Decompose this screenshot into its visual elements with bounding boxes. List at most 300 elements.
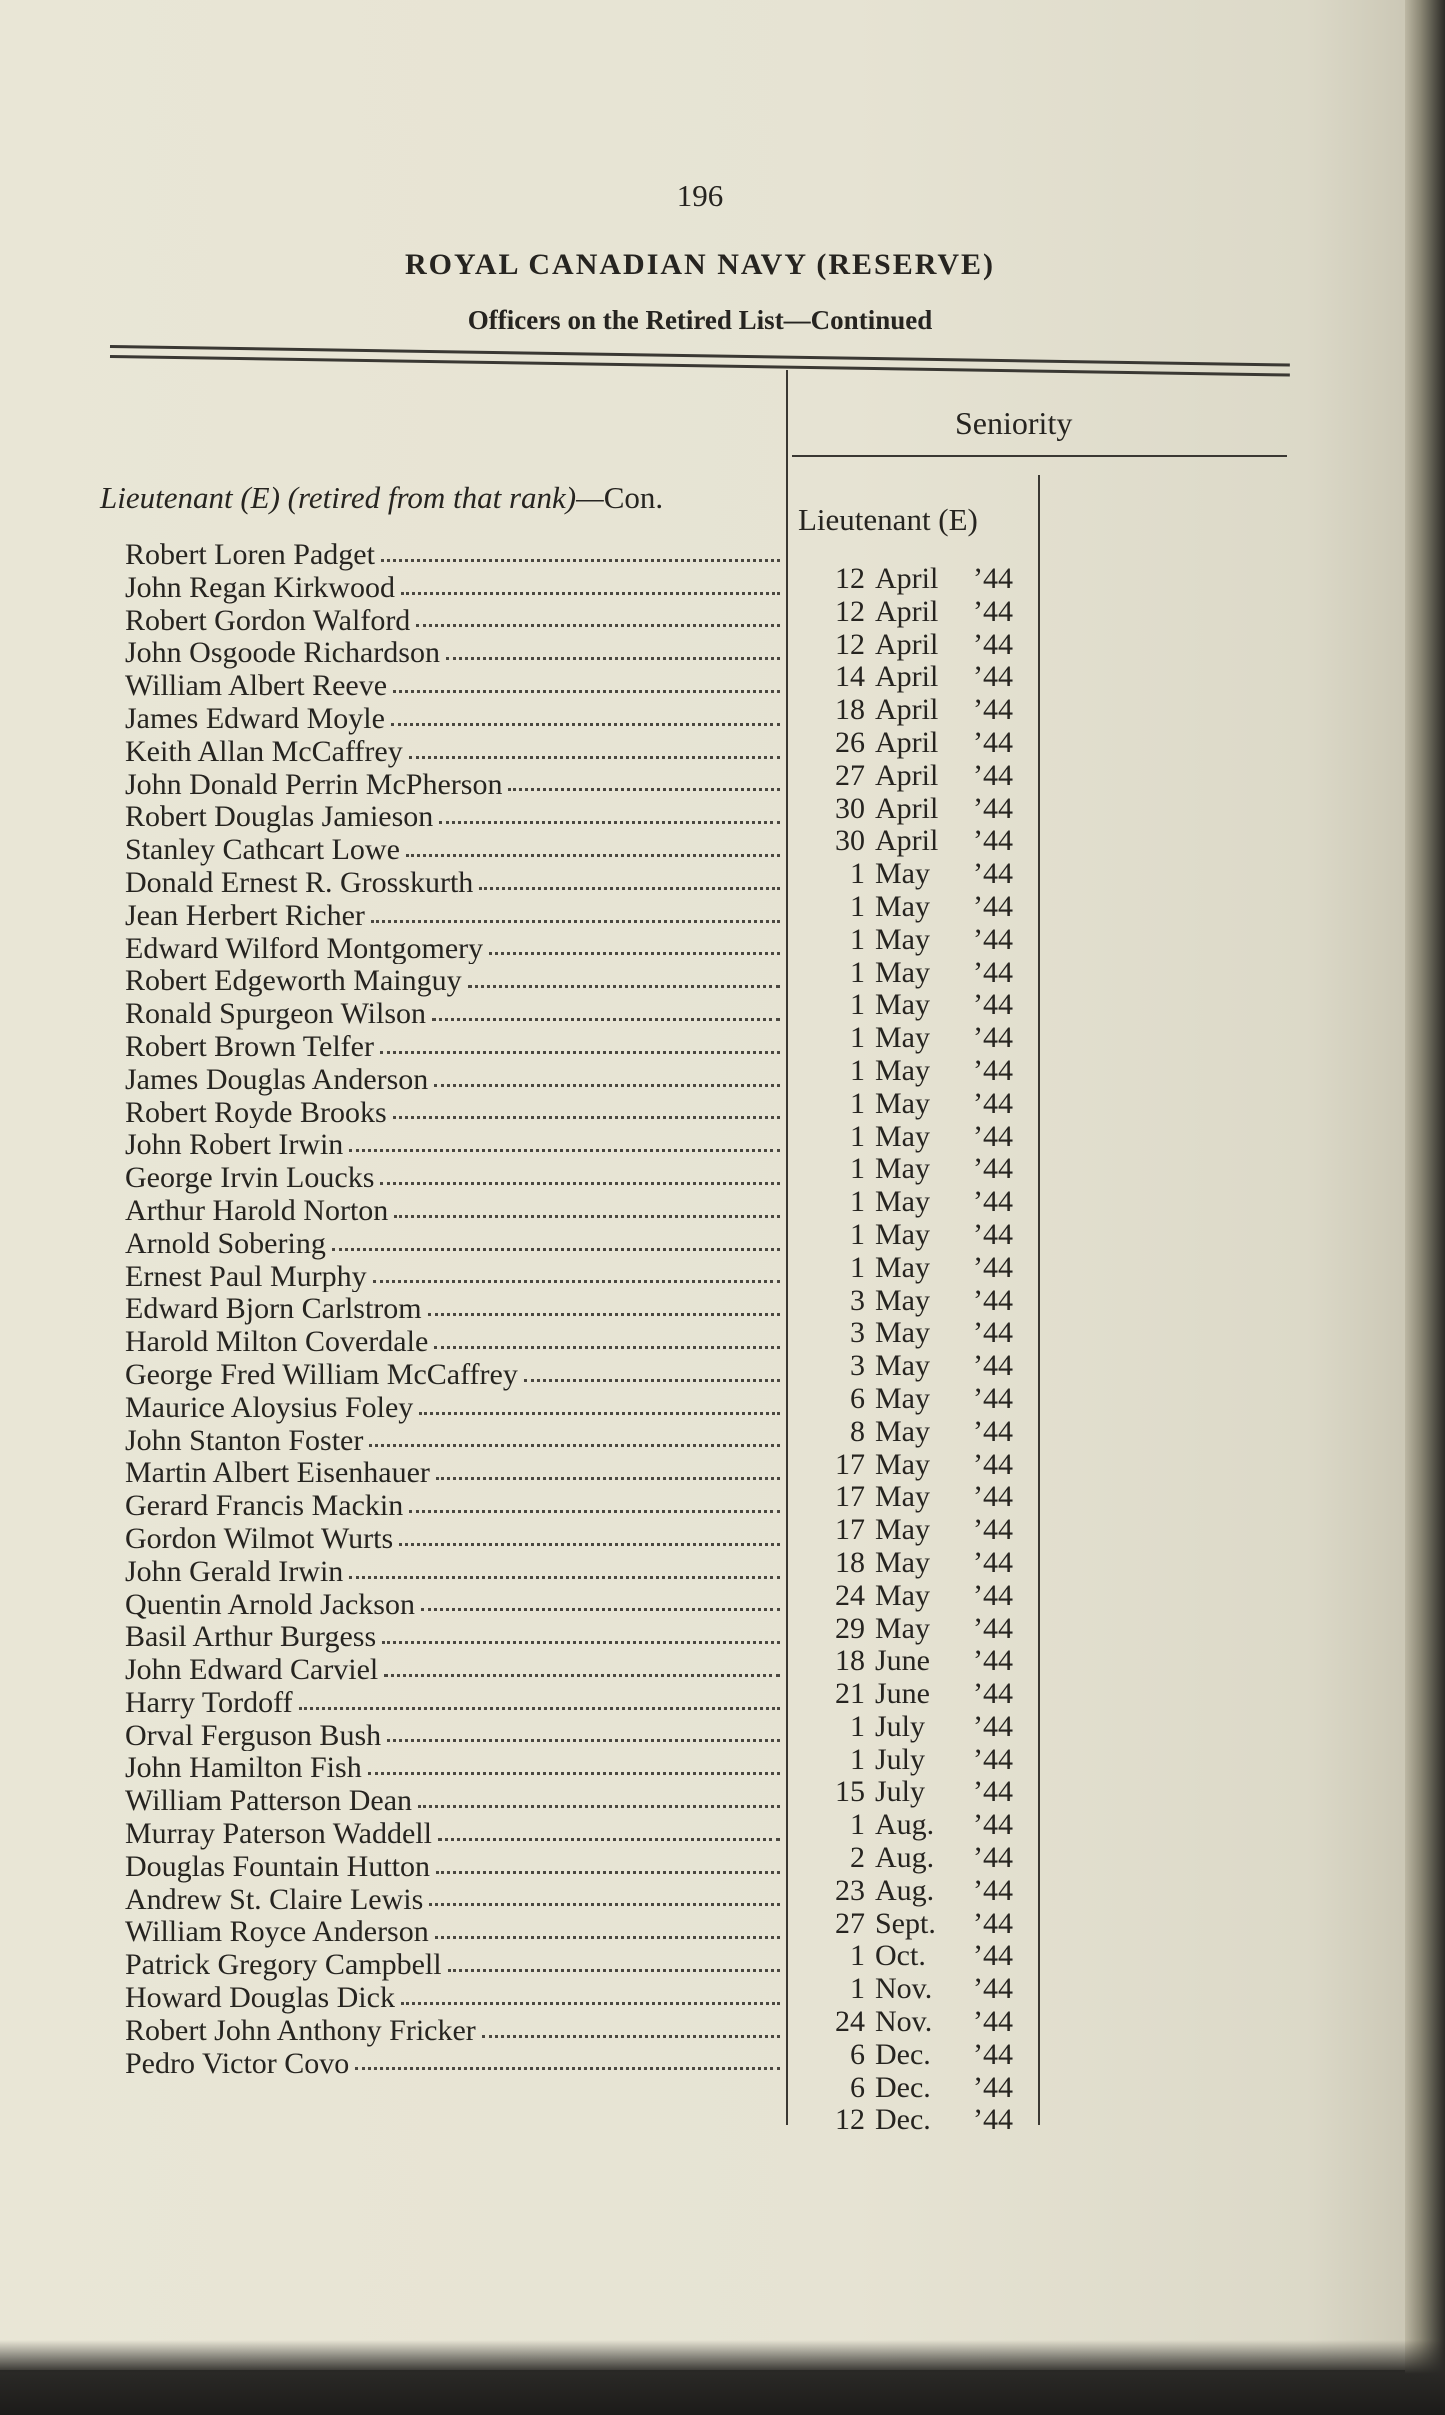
officer-row (125, 1620, 780, 1653)
seniority-year: ’44 (973, 1021, 1013, 1055)
seniority-date-row (805, 1907, 1035, 1940)
dot-leader (416, 624, 780, 627)
officer-row (125, 768, 780, 801)
seniority-day: 1 (850, 1742, 865, 1776)
seniority-date-row (805, 1480, 1035, 1513)
seniority-year: ’44 (973, 1414, 1013, 1448)
seniority-date-row (805, 1284, 1035, 1317)
officer-name: Donald Ernest R. Grosskurth (125, 865, 474, 899)
officer-name: Stanley Cathcart Lowe (125, 833, 400, 866)
dot-leader (429, 1903, 780, 1906)
officer-row (125, 1391, 780, 1424)
seniority-day: 1 (850, 988, 865, 1022)
seniority-month: May (875, 1152, 930, 1186)
seniority-year: ’44 (973, 1841, 1013, 1875)
seniority-date-row (805, 1120, 1035, 1153)
dot-leader (391, 723, 780, 726)
officer-row (125, 571, 780, 604)
seniority-month: Dec. (875, 2070, 931, 2104)
seniority-day: 1 (850, 1939, 865, 1973)
seniority-month: Nov. (875, 2005, 933, 2039)
seniority-year: ’44 (973, 1644, 1013, 1678)
dot-leader (489, 952, 780, 955)
officer-row (125, 1063, 780, 1096)
officer-name: Edward Bjorn Carlstrom (125, 1292, 422, 1326)
seniority-day: 24 (835, 1578, 865, 1612)
dot-leader (446, 657, 780, 660)
seniority-date-row (805, 956, 1035, 989)
document-subtitle: Officers on the Retired List—Continued (467, 305, 933, 335)
seniority-day: 17 (835, 1513, 865, 1547)
officer-name: Orval Ferguson Bush (125, 1718, 382, 1752)
section-heading-suffix: Con. (603, 480, 664, 515)
seniority-year: ’44 (973, 1677, 1013, 1711)
officer-row (125, 1850, 780, 1883)
seniority-year: ’44 (973, 1513, 1013, 1547)
seniority-year: ’44 (973, 2103, 1013, 2137)
officer-row (125, 1030, 780, 1063)
officer-row (125, 1292, 780, 1325)
seniority-date-list (805, 562, 1035, 2136)
seniority-day: 1 (850, 1972, 865, 2006)
seniority-year: ’44 (973, 758, 1013, 792)
seniority-year: ’44 (973, 1578, 1013, 1612)
seniority-year: ’44 (973, 1939, 1013, 1973)
seniority-day: 1 (850, 889, 865, 923)
seniority-year: ’44 (973, 824, 1013, 858)
dot-leader (436, 1477, 780, 1480)
seniority-date-row (805, 1513, 1035, 1546)
officer-name: Basil Arthur Burgess (125, 1620, 377, 1654)
seniority-date-row (805, 1644, 1035, 1677)
seniority-month: July (875, 1775, 926, 1809)
seniority-day: 2 (850, 1841, 865, 1875)
seniority-date-row (805, 1579, 1035, 1612)
seniority-month: April (875, 791, 939, 825)
seniority-date-row (805, 1710, 1035, 1743)
seniority-date-row (805, 1054, 1035, 1087)
dot-leader (332, 1248, 780, 1251)
seniority-year: ’44 (973, 955, 1013, 989)
seniority-date-row (805, 1218, 1035, 1251)
dot-leader (393, 1116, 780, 1119)
officer-name: John Osgoode Richardson (125, 636, 440, 670)
seniority-month: May (875, 1349, 930, 1383)
seniority-year: ’44 (973, 562, 1013, 595)
officer-row (125, 932, 780, 965)
seniority-day: 3 (850, 1283, 865, 1317)
officer-row (125, 2047, 780, 2080)
seniority-year: ’44 (973, 1381, 1013, 1415)
officer-row (125, 1358, 780, 1391)
seniority-month: May (875, 889, 930, 923)
seniority-day: 1 (850, 955, 865, 989)
officer-name: Edward Wilford Montgomery (125, 931, 484, 965)
officer-name: James Douglas Anderson (125, 1062, 429, 1096)
section-heading-text: Lieutenant (E) (retired from that rank)— (100, 480, 604, 515)
officer-name: Keith Allan McCaffrey (125, 734, 403, 768)
dot-leader (355, 2067, 780, 2070)
dot-leader (349, 1149, 780, 1152)
officer-row (125, 702, 780, 735)
officer-name: Ronald Spurgeon Wilson (125, 997, 427, 1030)
officer-name: John Hamilton Fish (125, 1751, 362, 1785)
seniority-month: May (875, 1545, 930, 1579)
seniority-date-row (805, 726, 1035, 759)
seniority-date-row (805, 1612, 1035, 1645)
seniority-day: 30 (835, 791, 865, 825)
seniority-day: 1 (850, 1709, 865, 1743)
dot-leader (439, 821, 780, 824)
seniority-month: May (875, 1513, 930, 1547)
seniority-year: ’44 (973, 889, 1013, 923)
seniority-day: 18 (835, 693, 865, 727)
officer-row (125, 1981, 780, 2014)
officer-name: John Robert Irwin (125, 1128, 344, 1162)
seniority-day: 17 (835, 1447, 865, 1481)
seniority-year: ’44 (973, 1873, 1013, 1907)
officer-name: John Regan Kirkwood (125, 570, 395, 604)
officer-row (125, 636, 780, 669)
officer-name: John Edward Carviel (125, 1653, 379, 1686)
seniority-day: 12 (835, 2103, 865, 2137)
seniority-day: 27 (835, 758, 865, 792)
officer-row (125, 1489, 780, 1522)
seniority-day: 6 (850, 2070, 865, 2104)
officer-name: William Albert Reeve (125, 669, 388, 702)
officer-name: Ernest Paul Murphy (125, 1259, 367, 1293)
page-bottom-shadow (0, 2340, 1445, 2415)
officer-row (125, 1686, 780, 1719)
seniority-date-row (805, 1087, 1035, 1120)
dot-leader (371, 920, 780, 923)
dot-leader (394, 1215, 780, 1218)
officer-name: John Donald Perrin McPherson (125, 767, 503, 801)
seniority-month: May (875, 1447, 930, 1481)
dot-leader (384, 1674, 780, 1677)
seniority-year: ’44 (973, 922, 1013, 956)
officer-name: Robert Brown Telfer (125, 1029, 374, 1063)
officer-name: Robert Loren Padget (125, 538, 375, 571)
officer-name: Arnold Sobering (125, 1226, 326, 1260)
officer-name: Robert Edgeworth Mainguy (125, 964, 462, 998)
seniority-month: June (875, 1677, 930, 1711)
dot-leader (482, 2035, 780, 2038)
seniority-year: ’44 (973, 791, 1013, 825)
dot-leader (387, 1739, 780, 1742)
officer-name: William Royce Anderson (125, 1915, 429, 1949)
officer-row (125, 1194, 780, 1227)
officer-name: Robert John Anthony Fricker (125, 2013, 476, 2047)
officer-name: Gerard Francis Mackin (125, 1489, 404, 1522)
officer-name: Harold Milton Coverdale (125, 1325, 429, 1358)
officer-row (125, 1128, 780, 1161)
officer-name: George Fred William McCaffrey (125, 1357, 518, 1391)
seniority-date-row (805, 1415, 1035, 1448)
seniority-date-row (805, 562, 1035, 595)
dot-leader (479, 887, 780, 890)
seniority-month: May (875, 922, 930, 956)
dot-leader (409, 756, 780, 759)
seniority-month: May (875, 1086, 930, 1120)
seniority-day: 1 (850, 1021, 865, 1055)
seniority-date-row (805, 1316, 1035, 1349)
officer-name: Robert Royde Brooks (125, 1095, 387, 1129)
seniority-date-row (805, 1251, 1035, 1284)
officer-row (125, 1719, 780, 1752)
seniority-year: ’44 (973, 1972, 1013, 2006)
dot-leader (299, 1707, 780, 1710)
seniority-month: May (875, 1381, 930, 1415)
seniority-year: ’44 (973, 857, 1013, 891)
officer-row (125, 1260, 780, 1293)
officer-row (125, 538, 780, 571)
dot-leader (381, 559, 780, 562)
dot-leader (401, 592, 780, 595)
seniority-date-row (805, 1021, 1035, 1054)
officer-row (125, 1948, 780, 1981)
column-divider (786, 370, 788, 2125)
seniority-date-row (805, 1185, 1035, 1218)
seniority-date-row (805, 2103, 1035, 2136)
seniority-month: April (875, 725, 939, 759)
seniority-month: May (875, 955, 930, 989)
officer-name: George Irvin Loucks (125, 1161, 375, 1194)
officer-name: Pedro Victor Covo (125, 2046, 350, 2080)
officer-row (125, 899, 780, 932)
seniority-month: Aug. (875, 1841, 935, 1875)
officer-row (125, 1555, 780, 1588)
seniority-year: ’44 (973, 1808, 1013, 1842)
officer-row (125, 1915, 780, 1948)
seniority-header-rule (792, 455, 1287, 457)
header-rule-bottom (110, 355, 1290, 377)
officer-row (125, 1161, 780, 1194)
officer-row (125, 1817, 780, 1850)
seniority-day: 18 (835, 1644, 865, 1678)
seniority-date-row (805, 628, 1035, 661)
seniority-year: ’44 (973, 1119, 1013, 1153)
seniority-date-row (805, 1775, 1035, 1808)
officer-row (125, 1653, 780, 1686)
seniority-day: 6 (850, 2037, 865, 2071)
dot-leader (399, 1543, 780, 1546)
seniority-date-row (805, 1677, 1035, 1710)
seniority-date-row (805, 890, 1035, 923)
seniority-month: May (875, 988, 930, 1022)
seniority-month: June (875, 1644, 930, 1678)
seniority-day: 12 (835, 627, 865, 661)
seniority-year: ’44 (973, 1086, 1013, 1120)
dot-leader (349, 1576, 780, 1579)
officer-name: Douglas Fountain Hutton (125, 1849, 430, 1883)
seniority-month: May (875, 1611, 930, 1645)
seniority-day: 1 (850, 1119, 865, 1153)
seniority-month: July (875, 1709, 926, 1743)
seniority-year: ’44 (973, 1316, 1013, 1350)
officer-row (125, 2014, 780, 2047)
seniority-year: ’44 (973, 2037, 1013, 2071)
seniority-date-row (805, 1972, 1035, 2005)
seniority-year: ’44 (973, 594, 1013, 628)
seniority-month: May (875, 857, 930, 891)
officer-name: Maurice Aloysius Foley (125, 1390, 414, 1424)
officer-row (125, 800, 780, 833)
seniority-date-row (805, 2071, 1035, 2104)
seniority-day: 30 (835, 824, 865, 858)
seniority-day: 17 (835, 1480, 865, 1514)
dot-leader (428, 1313, 780, 1316)
seniority-day: 29 (835, 1611, 865, 1645)
seniority-day: 1 (850, 1086, 865, 1120)
officer-row (125, 1883, 780, 1916)
officer-row (125, 1096, 780, 1129)
seniority-date-row (805, 2038, 1035, 2071)
seniority-year: ’44 (973, 1742, 1013, 1776)
seniority-month: Aug. (875, 1873, 935, 1907)
seniority-year: ’44 (973, 1545, 1013, 1579)
seniority-date-row (805, 792, 1035, 825)
page-number: 196 (676, 178, 724, 213)
seniority-month: May (875, 1053, 930, 1087)
officer-row (125, 833, 780, 866)
seniority-month: April (875, 594, 939, 628)
officer-name: Robert Gordon Walford (125, 603, 411, 637)
seniority-month: April (875, 562, 939, 595)
seniority-year: ’44 (973, 1611, 1013, 1645)
officer-row (125, 1424, 780, 1457)
dot-leader (508, 788, 780, 791)
dot-leader (438, 1838, 780, 1841)
seniority-date-row (805, 1874, 1035, 1907)
seniority-day: 1 (850, 1185, 865, 1219)
officer-row (125, 735, 780, 768)
dot-leader (418, 1805, 780, 1808)
seniority-date-row (805, 923, 1035, 956)
seniority-month: April (875, 758, 939, 792)
officer-row (125, 866, 780, 899)
seniority-month: May (875, 1021, 930, 1055)
seniority-day: 14 (835, 660, 865, 694)
seniority-year: ’44 (973, 1480, 1013, 1514)
officer-name: Andrew St. Claire Lewis (125, 1882, 424, 1916)
seniority-year: ’44 (973, 1906, 1013, 1940)
seniority-day: 26 (835, 725, 865, 759)
dot-leader (401, 2002, 780, 2005)
seniority-month: Dec. (875, 2037, 931, 2071)
officer-row (125, 1522, 780, 1555)
officer-name: Arthur Harold Norton (125, 1193, 389, 1227)
seniority-day: 8 (850, 1414, 865, 1448)
seniority-month: May (875, 1283, 930, 1317)
seniority-year: ’44 (973, 725, 1013, 759)
seniority-year: ’44 (973, 2070, 1013, 2104)
seniority-month: April (875, 660, 939, 694)
officer-row (125, 1227, 780, 1260)
seniority-year: ’44 (973, 627, 1013, 661)
seniority-date-row (805, 824, 1035, 857)
dot-leader (409, 1510, 780, 1513)
seniority-month: Aug. (875, 1808, 935, 1842)
dot-leader (468, 985, 780, 988)
seniority-year: ’44 (973, 693, 1013, 727)
officer-name: John Gerald Irwin (125, 1554, 344, 1588)
dot-leader (421, 1608, 780, 1611)
dot-leader (524, 1379, 780, 1382)
officer-name: Harry Tordoff (125, 1685, 293, 1719)
seniority-year: ’44 (973, 1053, 1013, 1087)
dot-leader (436, 1871, 780, 1874)
seniority-date-row (805, 660, 1035, 693)
seniority-month: April (875, 627, 939, 661)
officer-name: William Patterson Dean (125, 1784, 413, 1818)
seniority-day: 1 (850, 1808, 865, 1842)
officer-row (125, 1588, 780, 1621)
seniority-year: ’44 (973, 1217, 1013, 1251)
seniority-year: ’44 (973, 1250, 1013, 1284)
officer-name: Robert Douglas Jamieson (125, 800, 434, 834)
dot-leader (393, 690, 780, 693)
seniority-month: May (875, 1185, 930, 1219)
seniority-date-row (805, 1743, 1035, 1776)
officer-name-list (125, 538, 780, 2079)
seniority-month: July (875, 1742, 926, 1776)
seniority-month: Dec. (875, 2103, 931, 2137)
seniority-date-row (805, 1152, 1035, 1185)
seniority-month: May (875, 1119, 930, 1153)
rank-column-header: Lieutenant (E) (798, 502, 978, 537)
seniority-date-row (805, 1939, 1035, 1972)
document-title: ROYAL CANADIAN NAVY (RESERVE) (404, 248, 996, 281)
seniority-date-row (805, 857, 1035, 890)
seniority-month: April (875, 693, 939, 727)
seniority-day: 6 (850, 1381, 865, 1415)
dot-leader (373, 1280, 780, 1283)
officer-row (125, 964, 780, 997)
officer-name: Patrick Gregory Campbell (125, 1948, 442, 1982)
seniority-date-row (805, 1808, 1035, 1841)
officer-name: Murray Paterson Waddell (125, 1817, 432, 1850)
seniority-day: 15 (835, 1775, 865, 1809)
dot-leader (432, 1018, 780, 1021)
officer-row (125, 1325, 780, 1358)
seniority-date-row (805, 1382, 1035, 1415)
dot-leader (434, 1084, 780, 1087)
seniority-day: 21 (835, 1677, 865, 1711)
seniority-date-row (805, 693, 1035, 726)
seniority-month: Sept. (875, 1906, 936, 1940)
officer-name: Martin Albert Eisenhauer (125, 1456, 430, 1490)
officer-name: Quentin Arnold Jackson (125, 1587, 415, 1621)
seniority-day: 24 (835, 2005, 865, 2039)
officer-row (125, 604, 780, 637)
seniority-day: 27 (835, 1906, 865, 1940)
seniority-year: ’44 (973, 1709, 1013, 1743)
seniority-date-row (805, 1841, 1035, 1874)
seniority-day: 12 (835, 562, 865, 595)
officer-name: Howard Douglas Dick (125, 1981, 395, 2014)
seniority-day: 3 (850, 1349, 865, 1383)
seniority-year: ’44 (973, 988, 1013, 1022)
officer-name: Gordon Wilmot Wurts (125, 1521, 394, 1555)
seniority-date-row (805, 2005, 1035, 2038)
seniority-year: ’44 (973, 1775, 1013, 1809)
seniority-day: 23 (835, 1873, 865, 1907)
page-binding-edge (1405, 0, 1445, 2415)
seniority-month: May (875, 1217, 930, 1251)
seniority-day: 1 (850, 857, 865, 891)
seniority-day: 1 (850, 1217, 865, 1251)
